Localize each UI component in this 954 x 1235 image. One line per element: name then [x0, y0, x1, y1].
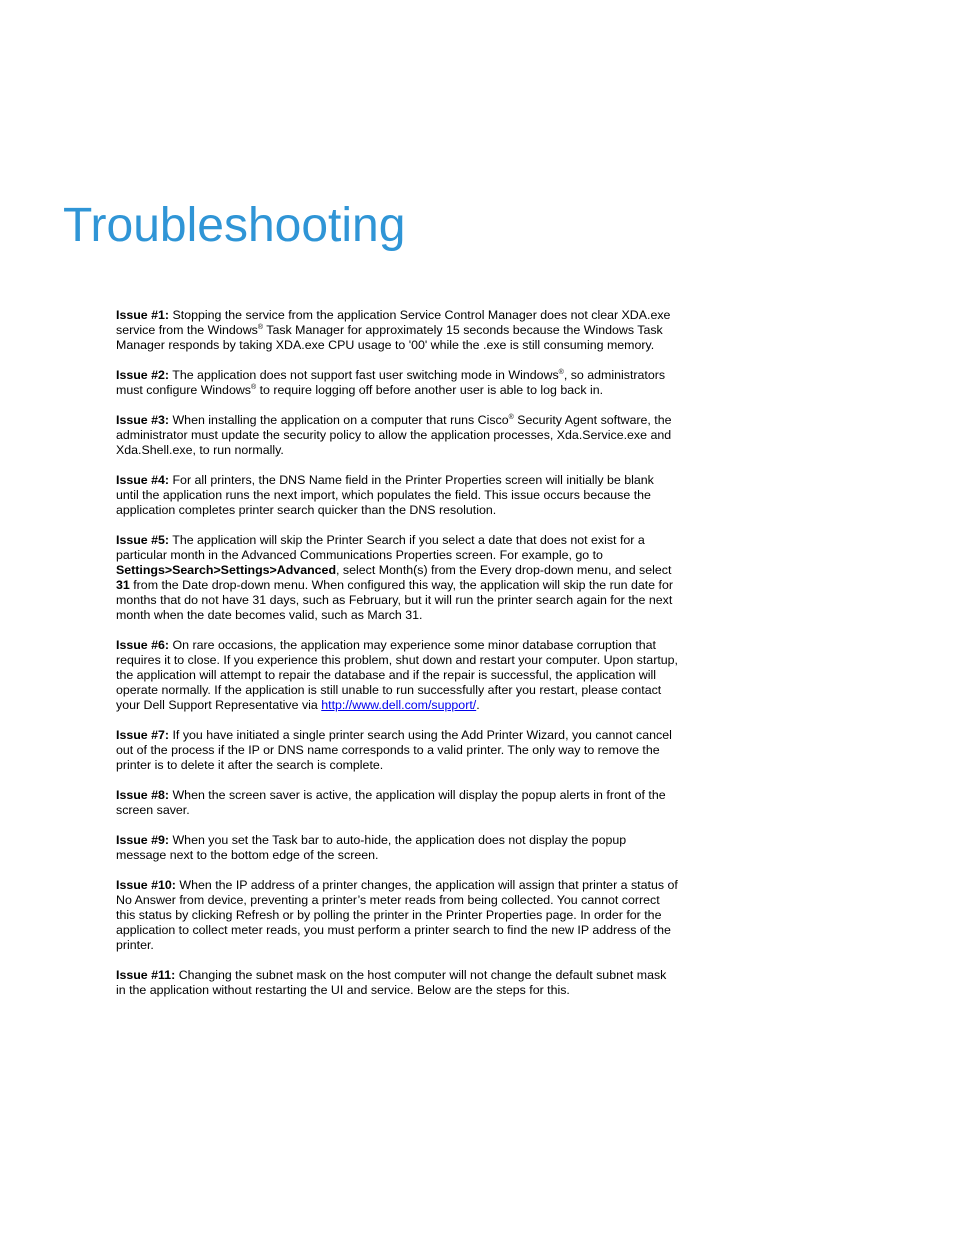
issue-text: to require logging off before another user is able to log back in.: [256, 383, 604, 397]
date-value: 31: [116, 578, 130, 592]
issue-4: [116, 473, 678, 518]
issue-text: When you set the Task bar to auto-hide, the application does not display the popup message next to the bottom edge of the screen.: [116, 833, 627, 862]
issue-text: .: [476, 698, 480, 712]
issue-text: The application does not support fast user switching mode in Windows: [169, 368, 559, 382]
issue-text: Changing the subnet mask on the host computer will not change the default subnet mask in the application without restarting the UI and service. Below are the steps for this.: [116, 968, 667, 997]
issue-text: Task Manager for approximately 15 seconds because the Windows Task Manager responds by taking XDA.exe CPU usage to '00' while the .exe is still consuming memory.: [116, 323, 663, 352]
issue-label: Issue #5:: [116, 533, 170, 547]
registered-mark: ®: [250, 384, 257, 391]
issue-label: Issue #6:: [116, 638, 170, 652]
registered-mark: ®: [558, 369, 564, 376]
issue-label: Issue #9:: [116, 833, 170, 847]
issue-text: When installing the application on a computer that runs Cisco: [169, 413, 509, 427]
issue-7: [116, 728, 678, 773]
issue-text: If you have initiated a single printer search using the Add Printer Wizard, you cannot cancel out of the process if the IP or DNS name corresponds to a valid printer. The only way to remove the printer is to delete it after the search is complete.: [116, 728, 672, 772]
issue-text: The application will skip the Printer Search if you select a date that does not exist for a particular month in the Advanced Communications Properties screen. For example, go to: [116, 533, 645, 562]
settings-path: Settings>Search>Settings>Advanced: [116, 563, 337, 577]
issue-label: Issue #4:: [116, 473, 170, 487]
issue-list: [116, 308, 678, 1013]
issue-label: Issue #2:: [116, 368, 170, 382]
issue-2: [116, 368, 678, 398]
issue-text: When the screen saver is active, the application will display the popup alerts in front of the screen saver.: [116, 788, 666, 817]
issue-8: [116, 788, 678, 818]
issue-3: [116, 413, 678, 458]
issue-9: [116, 833, 678, 863]
issue-6: [116, 638, 678, 713]
issue-label: Issue #7:: [116, 728, 170, 742]
registered-mark: ®: [257, 324, 264, 331]
issue-text: For all printers, the DNS Name field in the Printer Properties screen will initially be blank until the application runs the next import, which populates the field. This issue occurs because the application completes printer search quicker than the DNS resolution.: [116, 473, 654, 517]
registered-mark: ®: [508, 414, 514, 421]
issue-text: Stopping the service from the application Service Control Manager does not clear XDA.exe service from the Windows: [116, 308, 671, 337]
issue-text: , select Month(s) from the Every drop-down menu, and select: [336, 563, 672, 577]
issue-label: Issue #8:: [116, 788, 170, 802]
issue-label: Issue #10:: [116, 878, 176, 892]
issue-label: Issue #3:: [116, 413, 170, 427]
issue-text: Security Agent software, the administrator must update the security policy to allow the application processes, Xda.Service.exe and Xda.Shell.exe, to run normally.: [116, 413, 672, 457]
issue-label: Issue #11:: [116, 968, 176, 982]
issue-1: [116, 308, 678, 353]
page-title: Troubleshooting: [63, 199, 406, 252]
issue-11: [116, 968, 678, 998]
issue-text: On rare occasions, the application may experience some minor database corruption that requires it to close. If you experience this problem, shut down and restart your computer. Upon startup, the application will attempt to repair the database and if the repair is successful, the application will operate normally. If the application is still unable to run successfully after you restart, please contact your Dell Support Representative via: [116, 638, 678, 712]
issue-text: from the Date drop-down menu. When configured this way, the application will skip the run date for months that do not have 31 days, such as February, but it will run the printer search again for the next month when the date becomes valid, such as March 31.: [116, 578, 673, 622]
issue-text: , so administrators must configure Windows: [116, 368, 666, 397]
issue-text: When the IP address of a printer changes, the application will assign that printer a status of No Answer from device, preventing a printer’s meter reads from being collected. You cannot correct this status by clicking Refresh or by polling the printer in the Printer Properties page. In order for the application to collect meter reads, you must perform a printer search to find the new IP address of the printer.: [116, 878, 678, 952]
issue-10: [116, 878, 678, 953]
issue-5: [116, 533, 678, 623]
dell-support-link[interactable]: http://www.dell.com/support/: [321, 698, 477, 712]
issue-label: Issue #1:: [116, 308, 170, 322]
